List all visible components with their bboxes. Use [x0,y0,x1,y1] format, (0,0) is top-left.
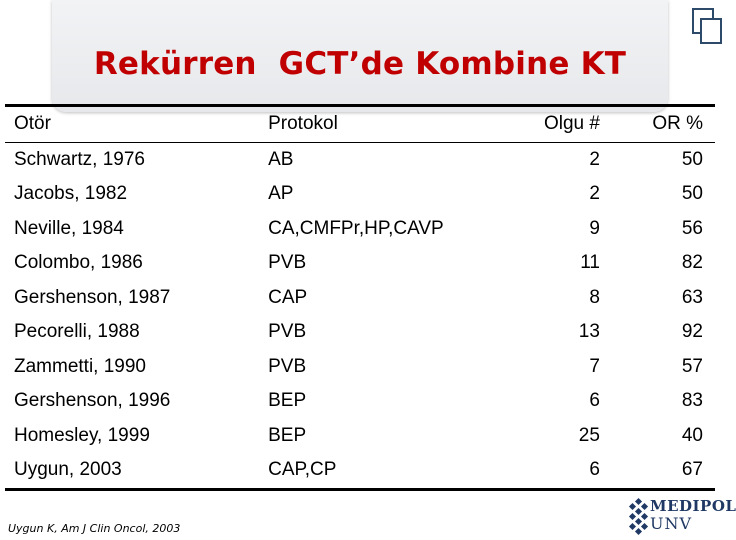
header-cases: Olgu # [504,106,604,143]
cell-response-rate: 92 [681,321,703,343]
table-row [5,281,715,316]
cell-cases: 8 [589,286,600,308]
table-row [5,142,715,177]
cell-author: Homesley, 1999 [14,424,150,446]
cell-protocol: PVB [268,252,307,274]
cell-protocol: CAP,CP [268,459,337,481]
table-row [5,212,715,247]
cell-protocol: BEP [268,390,307,412]
slide-title: Rekürren GCT’de Kombine KT [93,46,627,82]
cell-protocol: PVB [268,321,307,343]
cell-author: Jacobs, 1982 [14,183,128,205]
table-row [5,453,715,489]
table-row [5,350,715,385]
cell-cases: 2 [589,183,600,205]
cell-response-rate: 40 [681,424,703,446]
cell-cases: 13 [578,321,600,343]
cell-cases: 11 [580,252,600,274]
slide-corner-icon [686,0,720,46]
cell-author: Colombo, 1986 [14,252,143,274]
cell-response-rate: 67 [681,459,703,481]
table-header-row [5,106,715,143]
cell-protocol: BEP [268,424,307,446]
logo-name: MEDIPOL [650,497,736,515]
table-row [5,315,715,350]
cell-cases: 9 [589,217,600,239]
cell-response-rate: 82 [681,252,703,274]
cell-cases: 6 [589,459,600,481]
results-table [5,104,715,491]
cell-protocol: PVB [268,355,307,377]
cell-protocol: AP [268,183,294,205]
header-response-rate: OR % [604,106,715,143]
cell-author: Pecorelli, 1988 [14,321,140,343]
header-protocol: Protokol [266,106,504,143]
cell-author: Uygun, 2003 [14,459,122,481]
cell-author: Gershenson, 1987 [14,286,171,308]
table-row [5,384,715,419]
cell-author: Neville, 1984 [14,217,124,239]
source-citation: Uygun K, Am J Clin Oncol, 2003 [8,522,181,535]
cell-response-rate: 83 [681,390,703,412]
table-body [5,142,715,489]
cell-protocol: CAP [268,286,308,308]
cell-response-rate: 63 [681,286,703,308]
cell-cases: 6 [589,390,600,412]
table-row [5,246,715,281]
cell-cases: 2 [589,148,600,170]
table-row [5,177,715,212]
logo-subtitle: UNV [650,514,693,533]
cell-author: Schwartz, 1976 [14,148,145,170]
cell-response-rate: 50 [681,183,703,205]
cell-response-rate: 56 [681,217,703,239]
cell-response-rate: 57 [681,355,703,377]
cell-author: Zammetti, 1990 [14,355,146,377]
cell-response-rate: 50 [681,148,703,170]
cell-protocol: AB [268,148,294,170]
table-row [5,419,715,454]
header-author: Otör [5,106,266,143]
cell-protocol: CA,CMFPr,HP,CAVP [268,217,444,239]
cell-cases: 25 [578,424,600,446]
cell-cases: 7 [589,355,600,377]
cell-author: Gershenson, 1996 [14,390,171,412]
